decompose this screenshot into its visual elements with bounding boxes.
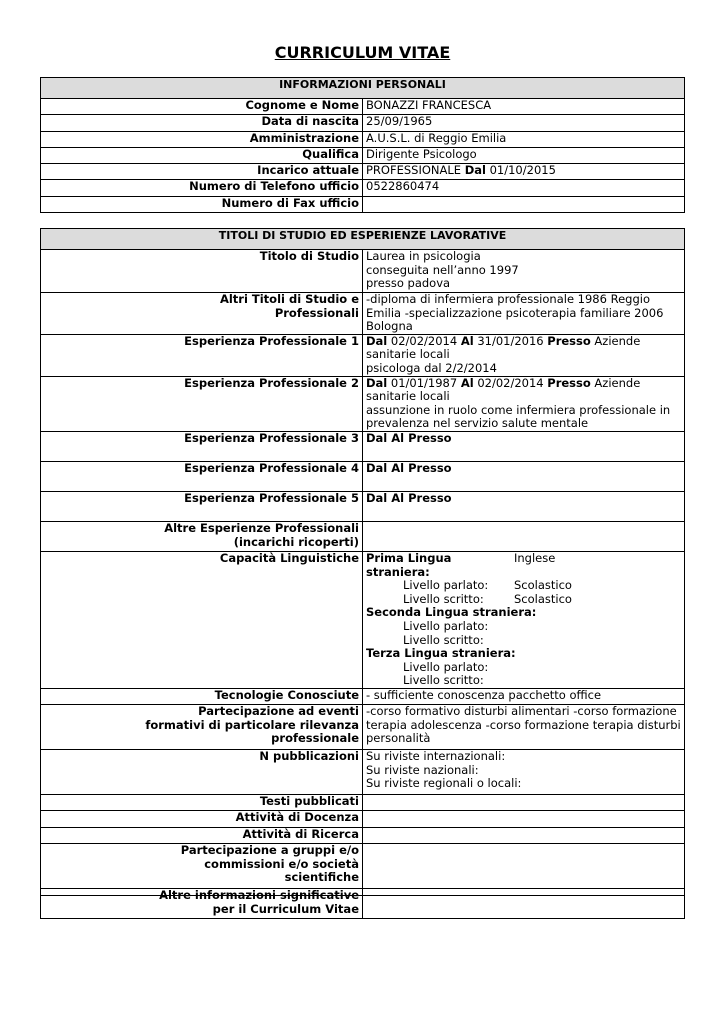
field-value: Dal Al Presso xyxy=(363,431,685,461)
field-label xyxy=(41,705,363,750)
field-value xyxy=(363,196,685,212)
document-title: CURRICULUM VITAE xyxy=(274,43,451,62)
field-label: Data di nascita xyxy=(41,115,363,131)
field-value xyxy=(363,164,685,180)
written-level-label: Livello scritto: xyxy=(403,673,484,688)
employer: Aziende sanitarie locali xyxy=(366,375,641,404)
spoken-level-label: Livello parlato: xyxy=(403,659,489,674)
field-label xyxy=(41,293,363,335)
value-line: presso padova xyxy=(366,276,451,291)
field-value xyxy=(363,376,685,431)
spoken-level-value: Scolastico xyxy=(514,578,572,593)
field-value xyxy=(363,551,685,688)
written-level-value: Scolastico xyxy=(514,591,572,606)
date-to: 31/01/2016 xyxy=(473,333,548,348)
field-value xyxy=(363,334,685,376)
employer: Aziende sanitarie locali xyxy=(366,333,641,362)
field-label: Esperienza Professionale 1 xyxy=(41,334,363,376)
field-label: Cognome e Nome xyxy=(41,99,363,115)
field-value xyxy=(363,521,685,551)
value-line: conseguita nell’anno 1997 xyxy=(366,262,519,277)
third-language-label: Terza Lingua straniera: xyxy=(366,646,516,661)
section-header: TITOLI DI STUDIO ED ESPERIENZE LAVORATIVE xyxy=(41,229,685,250)
field-label: Testi pubblicati xyxy=(41,795,363,811)
date-from: 02/02/2014 xyxy=(387,333,461,348)
field-label: Attività di Docenza xyxy=(41,811,363,827)
field-label: Tecnologie Conosciute xyxy=(41,688,363,704)
field-label: Incarico attuale xyxy=(41,164,363,180)
field-label: Esperienza Professionale 3 xyxy=(41,431,363,461)
field-value xyxy=(363,795,685,811)
label-line: Partecipazione ad eventi xyxy=(198,704,359,719)
field-value xyxy=(363,750,685,795)
label-line: commissioni e/o società xyxy=(204,856,359,871)
spoken-level-label: Livello parlato: xyxy=(403,578,489,593)
section-header: INFORMAZIONI PERSONALI xyxy=(41,78,685,99)
field-value: 25/09/1965 xyxy=(363,115,685,131)
field-label: Qualifica xyxy=(41,147,363,163)
field-value: A.U.S.L. di Reggio Emilia xyxy=(363,131,685,147)
written-level-label: Livello scritto: xyxy=(403,632,484,647)
label-line: formativi di particolare rilevanza xyxy=(145,717,359,732)
field-label xyxy=(41,844,363,889)
experience-description: assunzione in ruolo come infermiera professionale in prevalenza nel servizio salute mentale xyxy=(366,402,671,431)
field-label xyxy=(41,521,363,551)
field-value xyxy=(363,250,685,293)
field-value: Dirigente Psicologo xyxy=(363,147,685,163)
label-line: professionale xyxy=(271,731,359,746)
field-label: Capacità Linguistiche xyxy=(41,551,363,688)
keyword-al: Al xyxy=(460,333,474,348)
field-value: BONAZZI FRANCESCA xyxy=(363,99,685,115)
first-language-value: Inglese xyxy=(514,550,556,565)
label-line: Altri Titoli di Studio e xyxy=(219,292,359,306)
field-value: 0522860474 xyxy=(363,180,685,196)
label-line: (incarichi ricoperti) xyxy=(233,534,359,549)
label-line: Altre Esperienze Professionali xyxy=(164,520,359,535)
value-line: Laurea in psicologia xyxy=(366,249,481,263)
field-value xyxy=(363,811,685,827)
value-line: Su riviste nazionali: xyxy=(366,762,479,777)
field-label: Esperienza Professionale 4 xyxy=(41,461,363,491)
label-line: Partecipazione a gruppi e/o xyxy=(180,843,359,858)
field-value xyxy=(363,827,685,843)
field-value: Dal Al Presso xyxy=(363,491,685,521)
footer-divider xyxy=(40,895,685,896)
personal-info-table xyxy=(40,77,685,213)
second-language-label: Seconda Lingua straniera: xyxy=(366,605,537,620)
studies-experience-table xyxy=(40,228,685,919)
field-label xyxy=(41,889,363,919)
field-value: - sufficiente conoscenza pacchetto office xyxy=(363,688,685,704)
field-label: Numero di Fax ufficio xyxy=(41,196,363,212)
spoken-level-label: Livello parlato: xyxy=(403,618,489,633)
field-label: Amministrazione xyxy=(41,131,363,147)
keyword-al: Al xyxy=(460,375,474,390)
value-text: 01/10/2015 xyxy=(485,163,556,178)
keyword-dal: Dal xyxy=(366,375,388,390)
keyword-presso: Presso xyxy=(547,375,591,390)
field-label: Titolo di Studio xyxy=(41,250,363,293)
field-value: -corso formativo disturbi alimentari -corso formazione terapia adolescenza -corso formazione terapia disturbi personalità xyxy=(363,705,685,750)
label-line: per il Curriculum Vitae xyxy=(212,901,359,916)
experience-description: psicologa dal 2/2/2014 xyxy=(366,360,497,375)
field-label: Numero di Telefono ufficio xyxy=(41,180,363,196)
field-value xyxy=(363,844,685,889)
label-line: scientifiche xyxy=(284,870,359,885)
field-label: Attività di Ricerca xyxy=(41,827,363,843)
date-to: 02/02/2014 xyxy=(473,375,548,390)
field-label: Esperienza Professionale 2 xyxy=(41,376,363,431)
keyword-presso: Presso xyxy=(547,333,591,348)
written-level-label: Livello scritto: xyxy=(403,591,484,606)
field-label: Esperienza Professionale 5 xyxy=(41,491,363,521)
field-value: -diploma di infermiera professionale 1986 Reggio Emilia -specializzazione psicoterapia familiare 2006 Bologna xyxy=(363,293,685,335)
value-line: Su riviste internazionali: xyxy=(366,749,506,764)
keyword-dal: Dal xyxy=(366,333,388,348)
label-line: Altre informazioni significative xyxy=(159,888,359,903)
label-line: Professionali xyxy=(274,305,359,320)
keyword-dal: Dal xyxy=(464,163,486,178)
field-value: Dal Al Presso xyxy=(363,461,685,491)
value-line: Su riviste regionali o locali: xyxy=(366,776,522,791)
field-label: N pubblicazioni xyxy=(41,750,363,795)
value-text: PROFESSIONALE xyxy=(366,163,465,178)
date-from: 01/01/1987 xyxy=(387,375,461,390)
first-language-label: Prima Lingua straniera: xyxy=(366,550,452,579)
field-value xyxy=(363,889,685,919)
